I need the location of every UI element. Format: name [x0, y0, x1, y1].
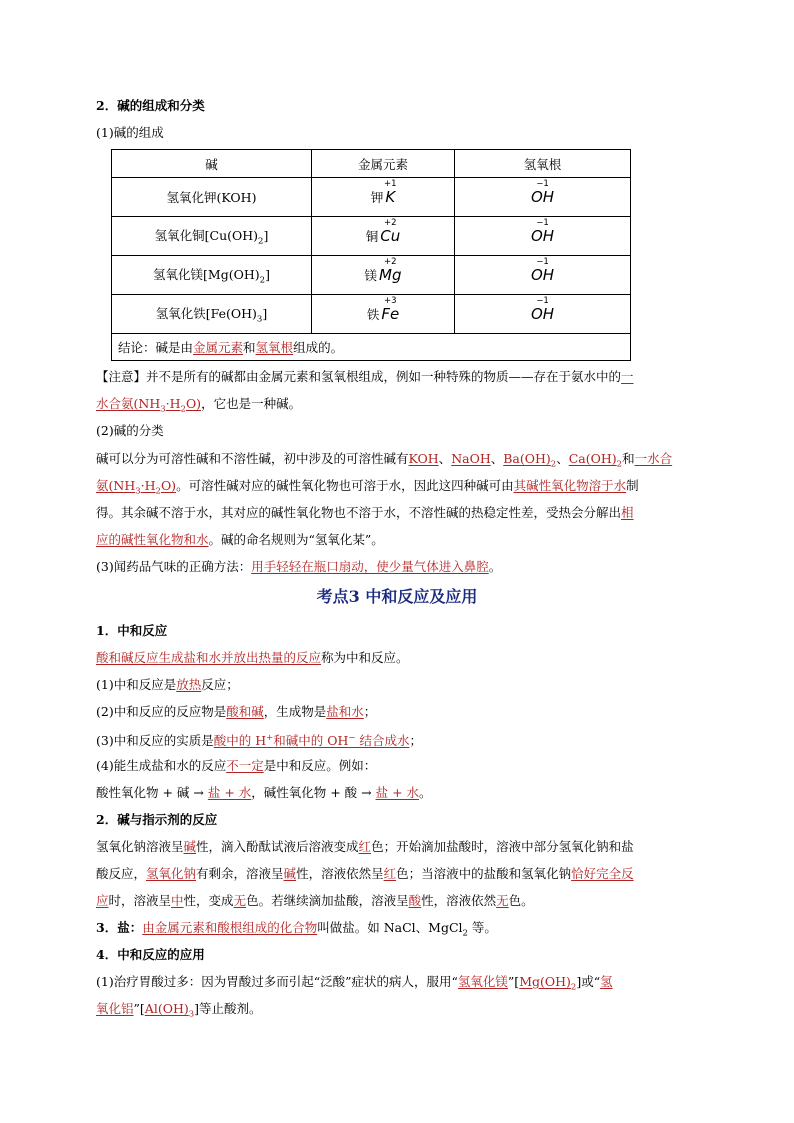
classification-line-2: 氨$(NH_3\cdot H_2O)$。可溶性碱对应的碱性氧化物也可溶于水，因此这四种碱可由其碱性氧化物溶于水制 — [96, 478, 639, 497]
indicator-line-2: 酸反应，氢氧化钠有剩余，溶液呈碱性，溶液依然呈红色；当溶液中的盐酸和氢氧化钠恰好完全反 — [96, 866, 634, 881]
heading-indicator: 2．碱与指示剂的反应 — [96, 812, 218, 827]
classification-line-3: 得。其余碱不溶于水，其对应的碱性氧化物也不溶于水，不溶性碱的热稳定性差，受热会分解出相 — [96, 505, 634, 520]
valence: −1 — [536, 218, 549, 228]
indicator-line-1: 氢氧化钠溶液呈碱性，滴入酚酞试液后溶液变成红色；开始滴加盐酸时，溶液中部分氢氧化钠和盐 — [96, 839, 634, 854]
application-line-2: 氧化铝$”[Al(OH)_3]$等止酸剂。 — [96, 1001, 262, 1020]
neutralization-item-2: (2)中和反应的反应物是酸和碱，生成物是盐和水； — [96, 704, 377, 719]
table-row — [112, 295, 631, 334]
header-metal: 金属元素 — [312, 150, 455, 178]
hydroxide-cell — [455, 295, 631, 334]
metal-cn: 铜 — [365, 229, 379, 244]
base-name: 氢氧化镁$[Mg(OH)_2]$ — [112, 256, 312, 295]
metal-cell — [312, 295, 455, 334]
metal-symbol: +2 Cu — [380, 218, 401, 245]
conclusion-cell: 结论：碱是由金属元素和氢氧根组成的。 — [112, 334, 631, 361]
base-name: 氢氧化钾(KOH) — [112, 178, 312, 217]
metal-cn: 钾 — [370, 190, 384, 205]
note-line-2: 水合氨$(NH_3\cdot H_2O)$，它也是一种碱。 — [96, 396, 302, 415]
section-heading-base-composition: 2．碱的组成和分类 — [96, 98, 205, 113]
table-row — [112, 256, 631, 295]
metal-cell — [312, 256, 455, 295]
table-row — [112, 217, 631, 256]
classification-line-1: 碱可以分为可溶性碱和不溶性碱，初中涉及的可溶性碱有KOH、NaOH、$Ba(OH)_2$、$Ca(OH)_2$和一水合 — [96, 451, 673, 470]
neutralization-item-4: (4)能生成盐和水的反应不一定是中和反应。例如： — [96, 758, 377, 773]
smell-method-line: (3)闻药品气味的正确方法：用手轻轻在瓶口扇动，使少量气体进入鼻腔。 — [96, 559, 502, 574]
hydroxide-symbol: −1 OH — [530, 218, 555, 245]
subheading-composition: (1)碱的组成 — [96, 125, 164, 140]
hydroxide-cell — [455, 178, 631, 217]
kaodian-3-title: 考点3 中和反应及应用 — [316, 587, 478, 606]
neutralization-definition: 酸和碱反应生成盐和水并放出热量的反应称为中和反应。 — [96, 650, 409, 665]
valence: +2 — [383, 218, 397, 228]
classification-line-4: 应的碱性氧化物和水。碱的命名规则为“氢氧化某”。 — [96, 532, 384, 547]
metal-cell — [312, 217, 455, 256]
indicator-line-3: 应时，溶液呈中性，变成无色。若继续滴加盐酸，溶液呈酸性，溶液依然无色。 — [96, 893, 534, 908]
heading-neutralization: 1．中和反应 — [96, 623, 168, 638]
neutralization-example: 酸性氧化物 + 碱 → 盐 + 水，碱性氧化物 + 酸 → 盐 + 水。 — [96, 785, 432, 800]
valence: −1 — [536, 179, 549, 189]
table-header-row — [112, 150, 631, 178]
hydroxide-symbol: −1 OH — [530, 257, 555, 284]
metal-symbol: +1 K — [383, 179, 397, 206]
heading-application: 4．中和反应的应用 — [96, 947, 205, 962]
metal-cn: 铁 — [366, 307, 380, 322]
base-name: 氢氧化铜$[Cu(OH)_2]$ — [112, 217, 312, 256]
valence: +3 — [383, 296, 397, 306]
valence: −1 — [536, 257, 549, 267]
application-line-1: (1)治疗胃酸过多：因为胃酸过多而引起“泛酸”症状的病人，服用“氢氧化镁$”[Mg(OH)_2]$或“氢 — [96, 974, 613, 993]
salt-definition: 3．盐：由金属元素和酸根组成的化合物叫做盐。如 NaCl、MgCl$_2$ 等。 — [96, 920, 497, 939]
metal-cell — [312, 178, 455, 217]
hydroxide-symbol: −1 OH — [530, 296, 555, 323]
neutralization-item-3: (3)中和反应的实质是酸中的 H+和碱中的 OH− 结合成水； — [96, 733, 422, 749]
base-name: 氢氧化铁$[Fe(OH)_3]$ — [112, 295, 312, 334]
hydroxide-cell — [455, 256, 631, 295]
subheading-classification: (2)碱的分类 — [96, 423, 164, 438]
hydroxide-cell — [455, 217, 631, 256]
valence: −1 — [536, 296, 549, 306]
hydroxide-symbol: −1 OH — [530, 179, 555, 206]
metal-symbol: +3 Fe — [381, 296, 400, 323]
table-row — [112, 178, 631, 217]
neutralization-item-1: (1)中和反应是放热反应； — [96, 677, 239, 692]
note-line-1: 【注意】并不是所有的碱都由金属元素和氢氧根组成，例如一种特殊的物质——存在于氨水中的一 — [96, 369, 634, 384]
valence: +1 — [383, 179, 397, 189]
base-composition-table — [111, 149, 631, 361]
table-conclusion-row — [112, 334, 631, 361]
header-hydroxide: 氢氧根 — [455, 150, 631, 178]
metal-cn: 镁 — [364, 268, 378, 283]
header-base: 碱 — [112, 150, 312, 178]
valence: +2 — [383, 257, 397, 267]
metal-symbol: +2 Mg — [379, 257, 402, 284]
